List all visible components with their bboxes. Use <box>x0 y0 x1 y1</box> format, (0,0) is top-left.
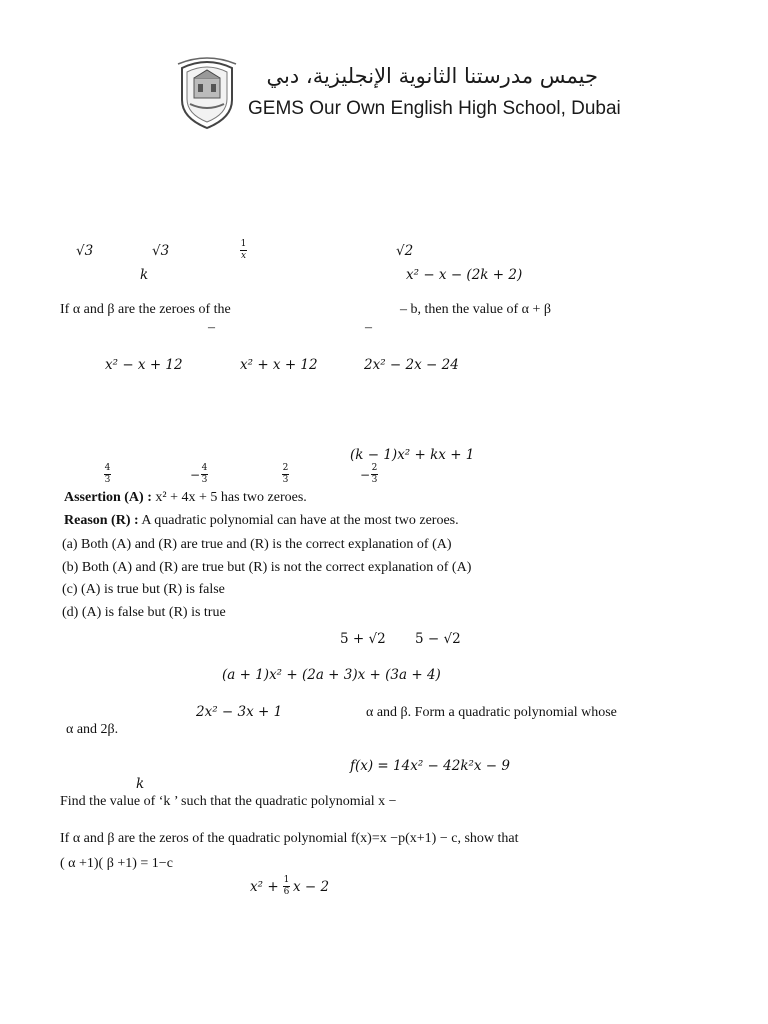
k-variable: k <box>140 267 149 283</box>
zeros-pq-question: If α and β are the zeros of the quadratic polynomial f(x)=x −p(x+1) − c, show that <box>60 831 519 846</box>
question-zeroes-right: – b, then the value of α + β <box>400 302 552 317</box>
fraction-numerator: 2 <box>282 463 289 473</box>
assertion-label: Assertion (A) : <box>64 490 152 505</box>
polynomial-a: (a + 1)x² + (2a + 3)x + (3a + 4) <box>222 667 441 683</box>
fraction-numerator: 1 <box>283 875 290 885</box>
fraction-numerator: 1 <box>240 239 247 249</box>
fraction-denominator: 3 <box>104 475 111 485</box>
five-minus-root2: 5 − √2 <box>415 631 461 647</box>
answer-option-d: (d) (A) is false but (R) is true <box>62 605 226 620</box>
one-over-x-fraction <box>240 240 247 261</box>
answer-option-a: (a) Both (A) and (R) are true and (R) is the correct explanation of (A) <box>62 537 452 552</box>
last-polynomial-part-a: x² + <box>250 879 279 895</box>
f-of-x-polynomial: f(x) = 14x² − 42k²x − 9 <box>350 758 511 774</box>
question-zeroes-left: If α and β are the zeroes of the <box>60 302 231 317</box>
form-polynomial-text: α and β. Form a quadratic polynomial whose <box>366 705 617 720</box>
polynomial-2x2: 2x² − 3x + 1 <box>196 704 283 720</box>
reason-label: Reason (R) : <box>64 513 139 528</box>
fraction-two-thirds <box>282 464 289 485</box>
fraction-numerator: 4 <box>104 463 111 473</box>
fraction-denominator: x <box>240 251 247 261</box>
five-plus-root2: 5 + √2 <box>340 631 386 647</box>
assertion-text: x² + 4x + 5 has two zeroes. <box>155 490 307 505</box>
fraction-denominator: 3 <box>371 475 378 485</box>
dash-fragment-b: – <box>365 320 372 335</box>
fraction-neg-four-thirds <box>201 464 208 485</box>
k-variable: k <box>136 776 145 792</box>
reason-text: A quadratic polynomial can have at the most two zeroes. <box>141 513 459 528</box>
reason-line <box>64 513 459 529</box>
fraction-denominator: 3 <box>201 475 208 485</box>
option-polynomial-2: x² + x + 12 <box>240 357 318 373</box>
option-polynomial-3: 2x² − 2x − 24 <box>364 357 459 373</box>
root3-fragment-a: √3 <box>76 243 94 259</box>
school-crest-logo <box>176 54 238 130</box>
alpha-2beta-text: α and 2β. <box>66 722 119 737</box>
root3-fragment-b: √3 <box>152 243 170 259</box>
fraction-denominator: 6 <box>283 887 290 897</box>
option-polynomial-1: x² − x + 12 <box>105 357 183 373</box>
answer-option-b: (b) Both (A) and (R) are true but (R) is not the correct explanation of (A) <box>62 560 472 575</box>
polynomial-k-minus-1: (k − 1)x² + kx + 1 <box>350 447 475 463</box>
last-polynomial-part-b: x − 2 <box>293 879 330 895</box>
product-equation: ( α +1)( β +1) = 1−c <box>60 856 173 871</box>
school-name-english: GEMS Our Own English High School, Dubai <box>248 98 621 119</box>
fraction-numerator: 2 <box>371 463 378 473</box>
fraction-numerator: 4 <box>201 463 208 473</box>
answer-option-c: (c) (A) is true but (R) is false <box>62 582 225 597</box>
fraction-denominator: 3 <box>282 475 289 485</box>
school-name-arabic: جيمس مدرستنا الثانوية الإنجليزية، دبي <box>266 64 598 88</box>
minus-sign: − <box>360 468 371 482</box>
minus-sign: − <box>190 468 201 482</box>
fraction-one-sixth <box>283 876 290 897</box>
fraction-four-thirds <box>104 464 111 485</box>
dash-fragment-a: – <box>208 320 215 335</box>
fraction-neg-two-thirds <box>371 464 378 485</box>
assertion-line <box>64 490 307 506</box>
find-k-question: Find the value of ‘k ’ such that the quadratic polynomial x − <box>60 794 397 809</box>
polynomial-2k: x² − x − (2k + 2) <box>406 267 523 283</box>
root2-fragment: √2 <box>396 243 414 259</box>
